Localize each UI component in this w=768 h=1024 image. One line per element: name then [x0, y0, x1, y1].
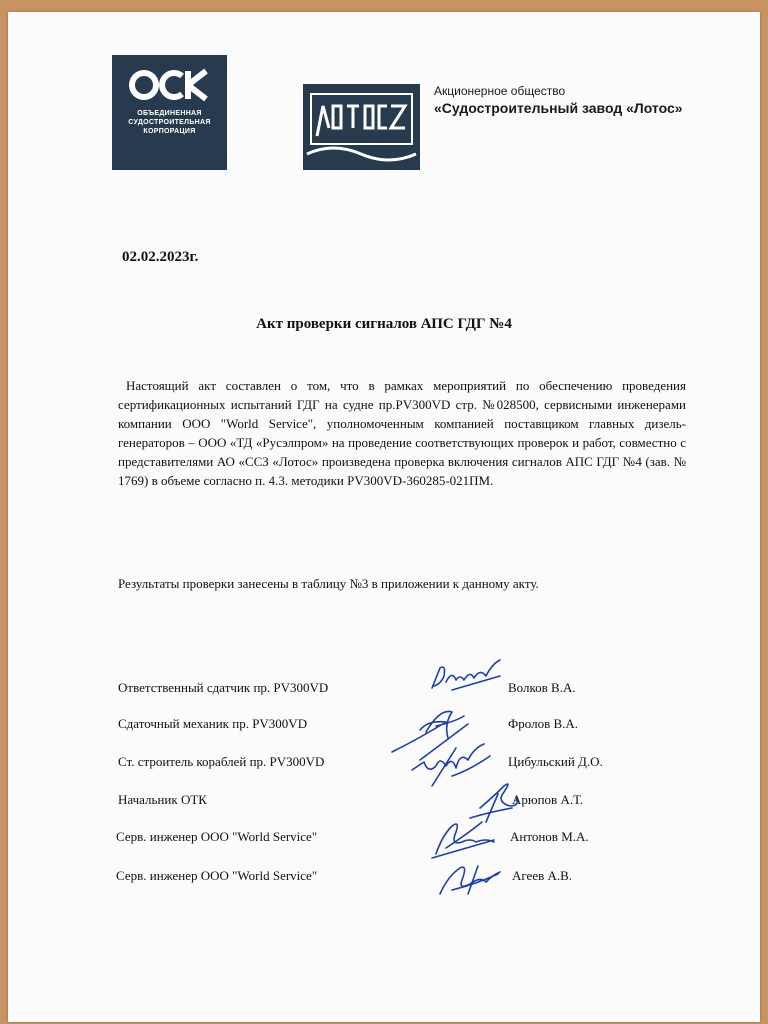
signatory-row [0, 829, 768, 851]
osk-caption [112, 109, 227, 136]
signatory-role: Серв. инженер ООО "World Service" [116, 868, 318, 883]
lotos-logo [303, 84, 420, 170]
signatory-name: Фролов В.А. [508, 716, 579, 731]
document-body [118, 376, 686, 490]
signatory-role: Начальник ОТК [118, 792, 207, 807]
osk-logo-mark [128, 65, 212, 105]
company-block [434, 84, 683, 116]
body-paragraph: Настоящий акт составлен о том, что в рамках мероприятий по обеспечению проведения сертификационных испытаний ГДГ на судне пр.PV300VD стр. №028500, сервисными инженерами компании ООО "World Service", уполномоченным компанией поставщиком главных дизель-генераторов – ООО «ТД «Русэлпром» на проведение соответствующих проверок и работ, совместно с представителями АО «ССЗ «Лотос» произведена проверка включения сигналов АПС ГДГ №4 (зав. № 1769) в объеме согласно п. 4.3. методики PV300VD-360285-021ПМ. [118, 378, 686, 488]
signatory-row [0, 680, 768, 702]
company-name: «Судостроительный завод «Лотос» [434, 100, 683, 116]
signatory-name: Цибульский Д.О. [508, 754, 603, 769]
results-note: Результаты проверки занесены в таблицу №3 в приложении к данному акту. [118, 576, 539, 591]
signatory-role: Сдаточный механик пр. PV300VD [118, 716, 308, 731]
signatory-role: Серв. инженер ООО "World Service" [116, 829, 318, 844]
document-date: 02.02.2023г. [122, 249, 199, 265]
signatory-name: Волков В.А. [508, 680, 576, 695]
company-subtitle: Акционерное общество [434, 84, 566, 98]
signatory-name: Арюпов А.Т. [512, 792, 583, 807]
osk-logo [112, 55, 227, 170]
lotos-logo-mark [303, 84, 420, 170]
osk-caption-line: СУДОСТРОИТЕЛЬНАЯ [128, 119, 211, 126]
signatory-role: Ответственный сдатчик пр. PV300VD [118, 680, 329, 695]
signatory-name: Антонов М.А. [510, 829, 589, 844]
osk-caption-line: КОРПОРАЦИЯ [143, 128, 196, 135]
signatory-row [0, 868, 768, 890]
signatory-row [0, 754, 768, 776]
signatory-name: Агеев А.В. [512, 868, 573, 883]
document-title: Акт проверки сигналов АПС ГДГ №4 [256, 316, 512, 332]
signatory-role: Ст. строитель кораблей пр. PV300VD [118, 754, 325, 769]
osk-caption-line: ОБЪЕДИНЕННАЯ [137, 110, 202, 117]
signatory-row [0, 716, 768, 738]
signatory-row [0, 792, 768, 814]
